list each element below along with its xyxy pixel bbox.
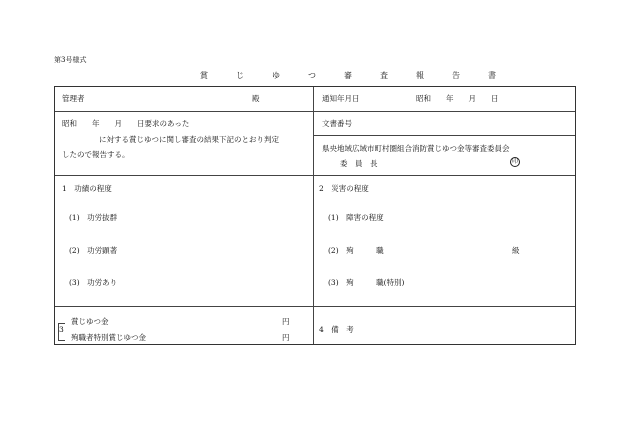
section-4-title: 4 備 考 [319, 325, 354, 334]
committee-name: 県央地域広域市町村圏組合消防賞じゆつ金等審査委員会 [322, 144, 510, 153]
section-2-item-3: (3) 殉 職(特別) [328, 278, 405, 287]
notice-date-label: 通知年月日 [322, 94, 360, 103]
request-line-2: に対する賞じゆつに関し審査の結果下記のとおり判定 [99, 135, 279, 144]
section-2-item-1: (1) 障害の程度 [328, 213, 384, 222]
notice-date-value: 昭和 年 月 日 [416, 94, 499, 103]
report-form-table [54, 86, 576, 345]
section-3-line-2: 殉職者特別賞じゆつ金 [71, 333, 146, 342]
header-row-divider [55, 111, 575, 112]
doc-number-divider [314, 135, 575, 136]
form-number: 第3号様式 [54, 56, 87, 64]
doc-number-label: 文書番号 [322, 119, 352, 128]
document-title: 賞 じ ゆ つ 審 査 報 告 書 [200, 71, 506, 80]
request-line-3: したので報告する。 [62, 150, 130, 159]
section-1-item-2: (2) 功労顕著 [69, 246, 118, 255]
section-2-title: 2 災害の程度 [319, 184, 369, 193]
yen-label-2: 円 [282, 333, 290, 342]
middle-section-divider [55, 306, 575, 307]
seal-icon: 印 [511, 158, 518, 165]
yen-label-1: 円 [282, 317, 290, 326]
manager-suffix: 殿 [252, 94, 260, 103]
section-2-item-2: (2) 殉 職 [328, 246, 384, 255]
section-3-line-1: 賞じゆつ金 [71, 317, 109, 326]
request-line-1: 昭和 年 月 日要求のあった [62, 119, 190, 128]
section-1-item-3: (3) 功労あり [69, 278, 118, 287]
seal-wrapper [508, 157, 520, 167]
section-1-title: 1 功績の程度 [62, 184, 112, 193]
manager-label: 管理者 [62, 94, 85, 103]
top-section-divider [55, 175, 575, 176]
chair-label: 委 員 長 [340, 159, 378, 168]
section-1-item-1: (1) 功労抜群 [69, 213, 118, 222]
grade-label: 級 [512, 246, 520, 255]
section-3-number: 3 [59, 325, 64, 334]
